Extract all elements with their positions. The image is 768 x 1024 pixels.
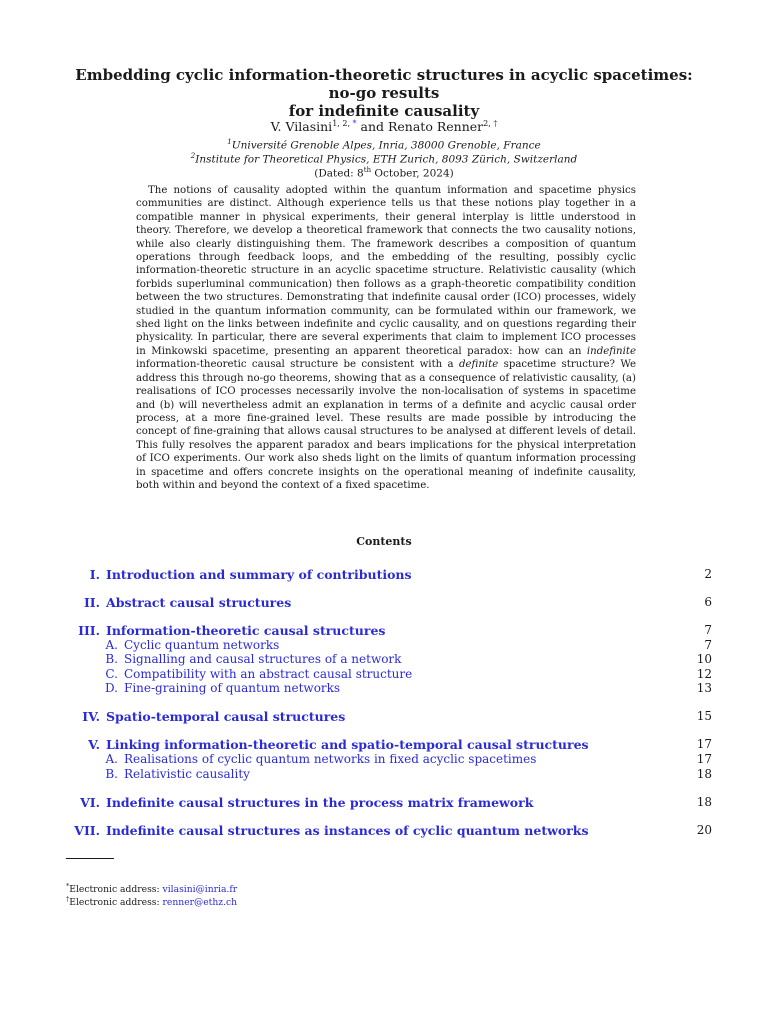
toc-section-entry[interactable] — [0, 795, 768, 810]
toc-entry-page: 20 — [696, 822, 712, 837]
toc-entry-number[interactable]: VII. — [74, 822, 100, 838]
date-prefix: (Dated: 8 — [314, 167, 364, 180]
toc-entry-number[interactable]: A. — [105, 752, 118, 766]
author-name: V. Vilasini — [270, 119, 333, 135]
affiliation-text: Université Grenoble Alpes, Inria, 38000 Grenoble, France — [231, 139, 541, 152]
paper-title-line-1: Embedding cyclic information-theoretic structures in acyclic spacetimes: no-go results — [75, 66, 693, 102]
toc-entry-page: 18 — [696, 794, 712, 809]
abstract-text: information-theoretic causal structure be consistent with a — [136, 359, 459, 371]
paper-title-line-2: for indefinite causality — [288, 102, 480, 120]
toc-section-entry[interactable] — [0, 823, 768, 838]
date-sup: th — [363, 166, 372, 174]
affiliation-sup: 2 — [190, 152, 196, 160]
abstract-paragraph — [136, 184, 636, 492]
toc-section-entry[interactable] — [0, 567, 768, 582]
paper-title — [60, 66, 708, 120]
toc-entry-number[interactable]: C. — [105, 666, 118, 681]
toc-entry-page: 17 — [696, 752, 712, 766]
toc-entry-page: 7 — [704, 623, 712, 637]
toc-subsection-entry[interactable] — [0, 752, 768, 767]
footnote-mark-link[interactable]: * — [352, 119, 357, 128]
toc-entry-page: 10 — [696, 652, 712, 667]
toc-entry-number[interactable]: B. — [105, 766, 118, 781]
abstract-text: spacetime structure? We address this through no-go theorems, showing that as a consequence of relativistic causality, (a) realisations of ICO processes necessarily involve the non-localisation of systems in spacetime and (b) will nevertheless admit an explanation in terms of a definite and acyclic causal order process, at a more fine-grained level. These results are made possible by introducing the concept of fine-graining that allows causal structures to be analysed at different levels of detail. This fully resolves the apparent paradox and bears implications for the physical interpretation of ICO experiments. Our work also sheds light on the limits of quantum information processing in spacetime and offers concrete insights on the operational meaning of indefinite causality, both within and beyond the context of a fixed spacetime. — [136, 359, 636, 491]
toc-section-entry[interactable] — [0, 623, 768, 638]
date-line — [0, 164, 768, 181]
author-list — [0, 116, 768, 135]
toc-entry-number[interactable]: III. — [78, 623, 100, 638]
toc-entry-link[interactable]: Abstract causal structures — [106, 595, 292, 610]
toc-entry-number[interactable]: II. — [83, 595, 100, 610]
email-link[interactable]: vilasini@inria.fr — [162, 884, 238, 896]
toc-entry-link[interactable]: Spatio-temporal causal structures — [106, 709, 346, 725]
toc-entry-link[interactable]: Fine-graining of quantum networks — [124, 681, 341, 696]
footnote-mark: * — [66, 882, 70, 890]
toc-entry-page: 2 — [704, 567, 712, 581]
toc-entry-link[interactable]: Linking information-theoretic and spatio-temporal causal structures — [106, 737, 589, 753]
toc-entry-page: 17 — [696, 737, 712, 752]
footnote — [66, 893, 237, 909]
author-conjunction: and — [356, 119, 388, 135]
toc-entry-page: 18 — [696, 766, 712, 781]
date-suffix: October, 2024) — [371, 167, 454, 180]
toc-section-entry[interactable] — [0, 737, 768, 752]
toc-entry-page: 15 — [696, 709, 712, 724]
author-affil-sup: 2, — [483, 119, 494, 128]
affiliation-text: Institute for Theoretical Physics, ETH Zurich, 8093 Zürich, Switzerland — [195, 153, 578, 166]
toc-entry-link[interactable]: Information-theoretic causal structures — [106, 623, 386, 638]
abstract-emphasis: indefinite — [586, 345, 636, 357]
toc-entry-link[interactable]: Realisations of cyclic quantum networks in fixed acyclic spacetimes — [124, 752, 537, 766]
toc-entry-number[interactable]: I. — [89, 567, 100, 582]
affiliation-sup: 1 — [227, 138, 232, 146]
toc-subsection-entry[interactable] — [0, 667, 768, 682]
toc-entry-number[interactable]: A. — [105, 637, 118, 652]
footnote-label: Electronic address: — [69, 897, 163, 909]
toc-entry-page: 12 — [696, 666, 712, 681]
toc-entry-link[interactable]: Introduction and summary of contributions — [106, 567, 412, 582]
toc-entry-link[interactable]: Cyclic quantum networks — [124, 637, 280, 652]
contents-heading: Contents — [356, 535, 412, 548]
toc-entry-page: 7 — [704, 637, 712, 652]
abstract-text: The notions of causality adopted within the quantum information and spacetime physics communities are distinct. Although experience tells us that these notions play together in a compatible manner in physical experiments, their general interplay is little understood in theory. Therefore, we develop a theoretical framework that connects the two causality notions, while also clearly distinguishing them. The framework describes a composition of quantum operations through feedback loops, and the embedding of the resulting, possibly cyclic information-theoretic structure in an acyclic spacetime structure. Relativistic causality (which forbids superluminal communication) then follows as a graph-theoretic compatibility condition between the two structures. Demonstrating that indefinite causal order (ICO) processes, widely studied in the quantum information community, can be formulated within our framework, we shed light on the links between indefinite and cyclic causality, and on questions regarding their physicality. In particular, there are several experiments that claim to implement ICO processes in Minkowski spacetime, presenting an apparent theoretical paradox: how can an — [136, 185, 636, 357]
toc-entry-link[interactable]: Indefinite causal structures as instances of cyclic quantum networks — [106, 822, 589, 838]
toc-subsection-entry[interactable] — [0, 638, 768, 653]
toc-entry-number[interactable]: V. — [88, 737, 100, 753]
toc-entry-link[interactable]: Indefinite causal structures in the process matrix framework — [106, 794, 534, 810]
toc-entry-page: 13 — [696, 681, 712, 696]
abstract-emphasis: definite — [458, 359, 499, 371]
toc-subsection-entry[interactable] — [0, 767, 768, 782]
footnote-mark-link[interactable]: † — [493, 119, 498, 128]
toc-entry-number[interactable]: B. — [105, 652, 118, 667]
toc-entry-number[interactable]: IV. — [82, 709, 100, 725]
footnote-mark: † — [66, 895, 70, 903]
toc-subsection-entry[interactable] — [0, 652, 768, 667]
toc-section-entry[interactable] — [0, 709, 768, 724]
toc-entry-number[interactable]: D. — [104, 681, 118, 696]
abstract — [136, 184, 636, 492]
toc-entry-link[interactable]: Compatibility with an abstract causal structure — [124, 666, 413, 681]
toc-subsection-entry[interactable] — [0, 681, 768, 696]
footnote-label: Electronic address: — [69, 884, 163, 896]
toc-entry-number[interactable]: VI. — [80, 794, 100, 810]
footnote-rule — [66, 858, 114, 859]
toc-section-entry[interactable] — [0, 595, 768, 610]
email-link[interactable]: renner@ethz.ch — [162, 897, 238, 909]
toc-entry-link[interactable]: Relativistic causality — [124, 766, 250, 781]
author-name: Renato Renner — [388, 119, 484, 135]
author-affil-sup: 1, 2, — [332, 119, 353, 128]
toc-entry-page: 6 — [704, 595, 712, 609]
toc-entry-link[interactable]: Signalling and causal structures of a network — [124, 652, 402, 667]
